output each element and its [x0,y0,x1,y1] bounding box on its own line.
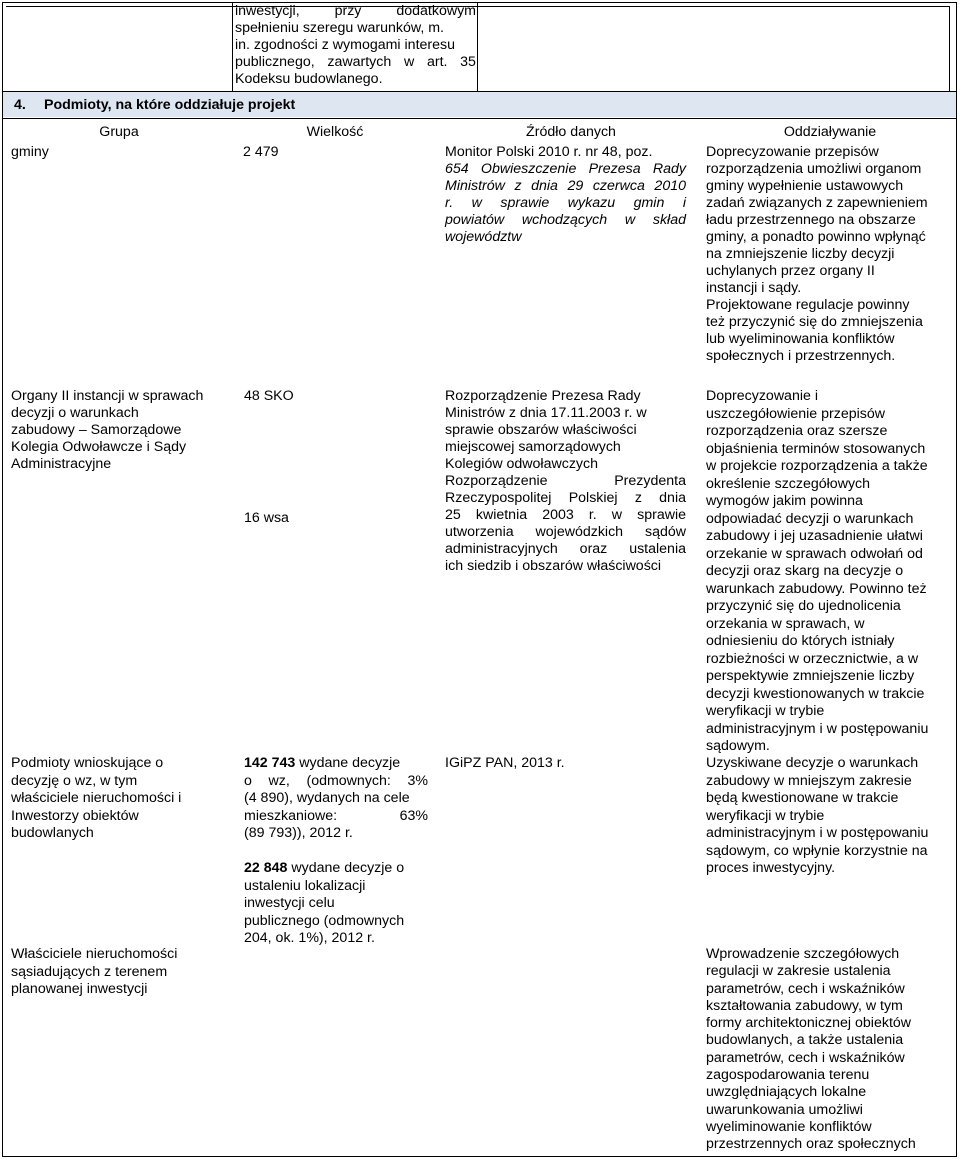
size-line: ustaleniu lokalizacji [244,877,366,894]
impact-line: Doprecyzowanie i [706,388,818,404]
source-line: powiatów wchodzących w skład [445,212,686,228]
impact-line: weryfikacji w trybie [706,703,825,719]
impact-line: wymogów jakim powinna [706,493,863,509]
top-line-4 [235,54,476,71]
source-line: Rzeczypospolitej Polskiej z dnia [445,490,686,506]
section-bottom-rule [2,118,957,119]
source-line: Ministrów z dnia 29 czerwca 2010 [445,178,686,194]
impact-line: uwzględniających lokalne [706,1084,867,1101]
size-line: o wz, (odmownych: 3% [244,772,428,789]
top-line-3: in. zgodności z wymogami interesu [235,37,456,53]
word: dodatkowym [396,3,476,19]
section-title: Podmioty, na które oddziałuje projekt [44,97,296,113]
group-line: sąsiadujących z terenem [11,963,168,980]
impact-line: ładu przestrzennego na obszarze [706,212,916,228]
top-frame-top-rule [6,6,950,7]
source-line: 654 Obwieszczenie Prezesa Rady [445,161,686,177]
spacer [244,843,428,861]
impact-line: Projektowane regulacje powinny [706,297,910,313]
row1-source [445,144,686,246]
row3-group [11,755,233,843]
header-wielkosc: Wielkość [306,124,364,140]
source-line: sprawie obszarów właściwości [445,422,637,438]
word: inwestycji, [235,3,300,19]
top-line-1 [235,3,476,20]
group-line: Administracyjne [11,456,112,472]
impact-line: parametrów, cech i wskaźników [706,1049,905,1066]
impact-line: formy architektonicznej obiektów [706,1015,912,1032]
header-zrodlo: Źródło danych [526,124,616,140]
impact-line: rozbieżności w orzecznictwie, a w [706,650,919,667]
row2-group [11,388,233,473]
impact-line: instancji i sądy. [706,280,802,296]
group-line: Organy II instancji w sprawach [11,388,204,404]
impact-line: regulacji w zakresie ustalenia [706,963,891,980]
source-line: r. w sprawie wykazu gmin i [445,195,686,211]
group-line: Podmioty wnioskujące o [11,755,164,771]
impact-line: orzekania w sprawach, w [706,615,865,632]
top-cell-text [235,3,476,88]
word: zawartych [327,54,392,70]
impact-line: wyeliminowanie konfliktów [706,1118,872,1135]
row4-impact [706,946,951,1154]
impact-line: społecznych i przestrzennych. [706,348,896,364]
word: art. [426,54,448,70]
size-line [244,755,428,773]
header-oddzialywanie: Oddziaływanie [783,124,877,140]
row1-group: gminy [11,144,49,160]
top-cell-right-rule [477,2,478,92]
top-line-5: Kodeksu budowlanego. [235,71,383,87]
impact-line: uchylanych przez organy II [706,263,875,279]
impact-line: gminy, a ponadto powinno wpłynąć [706,229,926,245]
group-line: Inwestorzy obiektów [11,807,139,824]
source-line: ich siedzib i obszarów właściwości [445,558,662,574]
row2-size-wsa: 16 wsa [244,510,289,526]
size-text: wydane decyzje o [287,860,405,876]
count-decyzje-lcp: 22 848 [244,860,288,876]
impact-line: decyzji oraz skarg na decyzje o [706,563,904,579]
impact-line: zabudowy w mniejszym zakresie [706,772,912,789]
row3-size [244,755,428,948]
size-line: (4 890), wydanych na cele [244,790,410,806]
impact-line: administracyjnym i w postępowaniu [706,720,929,737]
impact-line: parametrów, cech i wskaźników [706,980,905,997]
section-number: 4. [14,97,26,113]
size-line: (89 793)), 2012 r. [244,825,353,841]
impact-line: lub wyeliminowania konfliktów [706,331,895,347]
impact-line: rozporządzenia umożliwi organom [706,161,922,177]
row3-impact [706,755,951,878]
impact-line: zabudowy i jej uzasadnienie ułatwi [706,528,923,544]
group-line: Kolegia Odwoławcze i Sądy [11,439,187,455]
impact-line: warunkach zabudowy. Powinno też [706,580,927,597]
size-line: mieszkaniowe: 63% [244,807,428,824]
impact-line: uwarunkowania umożliwi [706,1101,863,1118]
word: 35 [460,54,476,70]
row2-source [445,388,686,575]
impact-line: zagospodarowania terenu [706,1067,870,1084]
row1-size: 2 479 [243,144,279,160]
header-grupa: Grupa [99,124,139,140]
impact-line: na zmniejszenie liczby decyzji [706,246,895,262]
impact-line: odniesieniu do których istniały [706,633,895,649]
impact-line: Uzyskiwane decyzje o warunkach [706,755,919,771]
impact-line: zadań związanych z zapewnieniem [706,195,928,211]
top-frame-right-rule [949,6,950,92]
row2-impact [706,388,951,756]
word: w [403,54,415,70]
source-line: Kolegiów odwoławczych [445,456,598,472]
impact-line: budowlanych, a także ustalenia [706,1032,904,1049]
group-line: planowanej inwestycji [11,981,148,997]
source-line: Rozporządzenie Prezesa Rady [445,388,641,404]
source-line: utworzenia wojewódzkich sądów [445,524,686,540]
impact-line: też przyczynić się do zmniejszenia [706,314,923,330]
source-line: Ministrów z dnia 17.11.2003 r. w [445,405,647,421]
size-line: inwestycji celu [244,895,335,911]
impact-line: orzekanie w sprawach odwołań od [706,545,923,562]
impact-line: perspektywie zmniejszenie liczby [706,668,915,684]
size-line: 204, ok. 1%), 2012 r. [244,930,375,946]
group-line: decyzję o wz, w tym [11,772,138,789]
impact-line: sądowym. [706,738,770,754]
size-line [244,860,428,878]
group-line: zabudowy – Samorządowe [11,422,182,438]
source-line: Rozporządzenie Prezydenta [445,473,686,489]
impact-line: przestrzennych oraz społecznych [706,1136,916,1153]
impact-line: weryfikacji w trybie [706,807,825,824]
source-line: Monitor Polski 2010 r. nr 48, poz. [445,144,653,160]
source-line: administracyjnych oraz ustalenia [445,541,686,557]
row1-impact [706,144,951,365]
source-line: województw [445,229,522,245]
source-line: miejscowej samorządowych [445,439,621,455]
group-line: właściciele nieruchomości i [11,790,182,806]
impact-line: proces inwestycyjny. [706,860,836,876]
row4-group [11,946,233,999]
size-text: wydane decyzje [295,755,401,771]
impact-line: odpowiadać decyzji o warunkach [706,510,914,527]
impact-line: w projekcie rozporządzenia a także [706,458,928,474]
source-line: 25 kwietnia 2003 r. w sprawie [445,507,686,523]
top-cell-left-rule [232,2,233,92]
impact-line: Wprowadzenie szczegółowych [706,946,900,962]
row2-size-sko: 48 SKO [244,388,294,404]
impact-line: uszczegółowienie przepisów [706,405,886,422]
row3-source: IGiPZ PAN, 2013 r. [445,755,565,771]
impact-line: kształtowania zabudowy, w tym [706,997,903,1014]
size-line: publicznego (odmownych [244,912,405,929]
impact-line: gminy wypełnienie ustawowych [706,178,904,194]
impact-line: rozporządzenia oraz szersze [706,423,888,439]
impact-line: przyczynić się do ujednolicenia [706,598,901,614]
impact-line: Doprecyzowanie przepisów [706,144,879,160]
word: publicznego, [235,54,315,70]
count-decyzje-wz: 142 743 [244,755,296,771]
group-line: decyzji o warunkach [11,405,139,421]
word: przy [334,3,362,19]
impact-line: określenie szczegółowych [706,475,871,492]
group-line: Właściciele nieruchomości [11,946,178,962]
impact-line: objaśnienia terminów stosowanych [706,440,926,457]
top-line-2: spełnieniu szeregu warunków, m. [235,20,444,36]
impact-line: administracyjnym i w postępowaniu [706,825,929,841]
impact-line: będą kwestionowane w trakcie [706,790,899,806]
impact-line: decyzji kwestionowanych w trakcie [706,685,925,702]
impact-line: sądowym, co wpłynie korzystnie na [706,842,928,859]
group-line: budowlanych [11,825,94,841]
